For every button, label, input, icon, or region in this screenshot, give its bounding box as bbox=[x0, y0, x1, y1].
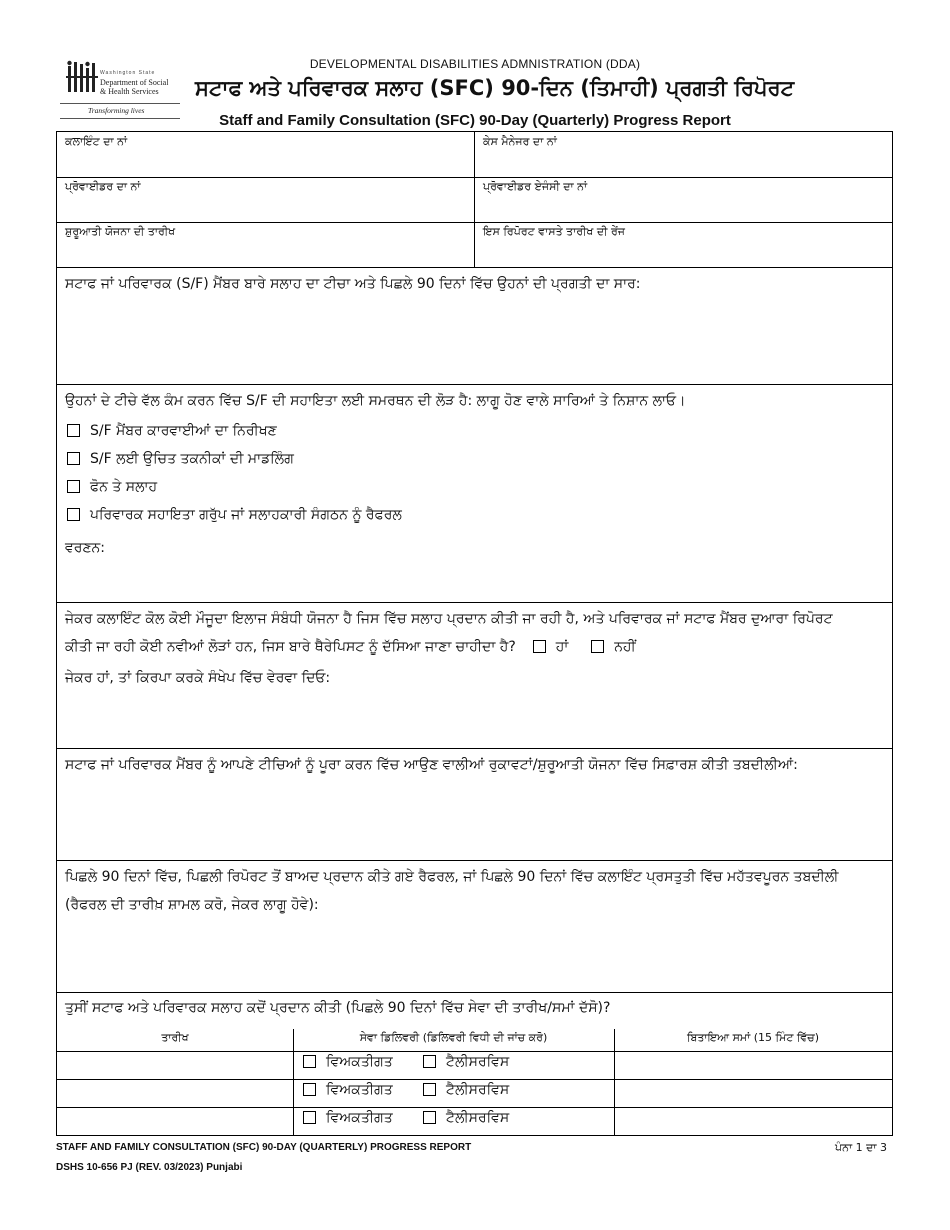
teleservice-option[interactable]: ਟੈਲੀਸਰਵਿਸ bbox=[423, 1082, 509, 1098]
yes-label: ਹਾਂ bbox=[555, 639, 569, 655]
no-label: ਨਹੀਂ bbox=[614, 639, 636, 655]
divider bbox=[57, 267, 892, 268]
support-option-phone-consultation[interactable]: ਫੋਨ ਤੇ ਸਲਾਹ bbox=[67, 479, 157, 495]
barriers-field[interactable]: ਸਟਾਫ ਜਾਂ ਪਰਿਵਾਰਕ ਮੈਂਬਰ ਨੂੰ ਆਪਣੇ ਟੀਚਿਆਂ ਨੂੰ ਪੂਰਾ ਕਰਨ ਵਿੱਚ ਆਉਣ ਵਾਲੀਆਂ ਰੁਕਾਵਟਾਂ/ਸ਼ੁਰੂਆਤੀ ਯੋਜਨਾ ਵਿੱਚ ਸਿਫ਼ਾਰਸ਼ ਕੀਤੀ ਤਬਦੀਲੀਆਂ: bbox=[65, 757, 798, 773]
in-person-option[interactable]: ਵਿਅਕਤੀਗਤ bbox=[303, 1054, 393, 1070]
divider bbox=[57, 1079, 892, 1080]
divider bbox=[57, 860, 892, 861]
teleservice-option[interactable]: ਟੈਲੀਸਰਵਿਸ bbox=[423, 1054, 509, 1070]
yes-checkbox[interactable] bbox=[533, 640, 546, 653]
column-header-date: ਤਾਰੀਖ bbox=[161, 1031, 189, 1044]
checkbox[interactable] bbox=[67, 480, 80, 493]
checkbox[interactable] bbox=[67, 452, 80, 465]
page-title-punjabi: ਸਟਾਫ ਅਤੇ ਪਰਿਵਾਰਕ ਸਲਾਹ (SFC) 90-ਦਿਨ (ਤਿਮਾਹੀ) ਪ੍ਰਗਤੀ ਰਿਪੋਰਟ bbox=[195, 76, 795, 100]
description-field[interactable]: ਵਰਣਨ: bbox=[65, 540, 106, 556]
progress-report-form bbox=[56, 131, 893, 1136]
provider-agency-name-field[interactable]: ਪ੍ਰੋਵਾਈਡਰ ਏਜੰਸੀ ਦਾ ਨਾਂ bbox=[483, 180, 588, 193]
page-title-english: Staff and Family Consultation (SFC) 90-Day (Quarterly) Progress Report bbox=[219, 112, 731, 129]
report-date-range-field[interactable]: ਇਸ ਰਿਪੋਰਟ ਵਾਸਤੇ ਤਾਰੀਖ ਦੀ ਰੇਂਜ bbox=[483, 225, 625, 238]
page-number: ਪੰਨਾ 1 ਦਾ 3 bbox=[835, 1141, 888, 1154]
support-option-observation[interactable]: S/F ਮੈਂਬਰ ਕਾਰਵਾਈਆਂ ਦਾ ਨਿਰੀਖਣ bbox=[67, 423, 277, 439]
checkbox[interactable] bbox=[423, 1111, 436, 1124]
org-tagline: Transforming lives bbox=[88, 106, 145, 115]
divider bbox=[57, 1107, 892, 1108]
service-dates-question: ਤੁਸੀਂ ਸਟਾਫ ਅਤੇ ਪਰਿਵਾਰਕ ਸਲਾਹ ਕਦੋਂ ਪ੍ਰਦਾਨ ਕੀਤੀ (ਪਿਛਲੇ 90 ਦਿਨਾਂ ਵਿੱਚ ਸੇਵਾ ਦੀ ਤਾਰੀਖ/ਸਮਾਂ ਦੱਸੋ)? bbox=[65, 1000, 611, 1016]
in-person-option[interactable]: ਵਿਅਕਤੀਗਤ bbox=[303, 1082, 393, 1098]
goal-summary-field[interactable]: ਸਟਾਫ ਜਾਂ ਪਰਿਵਾਰਕ (S/F) ਮੈਂਬਰ ਬਾਰੇ ਸਲਾਹ ਦਾ ਟੀਚਾ ਅਤੇ ਪਿਛਲੇ 90 ਦਿਨਾਂ ਵਿੱਚ ਉਹਨਾਂ ਦੀ ਪ੍ਰਗਤੀ ਦਾ ਸਾਰ: bbox=[65, 276, 641, 292]
checkbox[interactable] bbox=[303, 1111, 316, 1124]
divider bbox=[614, 1029, 615, 1136]
checkbox[interactable] bbox=[423, 1083, 436, 1096]
agency-name: DEVELOPMENTAL DISABILITIES ADMNISTRATION (DDA) bbox=[309, 57, 641, 71]
divider bbox=[293, 1029, 294, 1136]
org-state-label: Washington State bbox=[100, 70, 156, 76]
logo-divider bbox=[60, 103, 180, 104]
divider bbox=[57, 992, 892, 993]
org-name-line1: Department of Social bbox=[100, 78, 169, 87]
divider bbox=[57, 384, 892, 385]
checkbox[interactable] bbox=[303, 1083, 316, 1096]
checkbox[interactable] bbox=[67, 508, 80, 521]
in-person-option[interactable]: ਵਿਅਕਤੀਗਤ bbox=[303, 1110, 393, 1126]
treatment-plan-question-line2: ਕੀਤੀ ਜਾ ਰਹੀ ਕੋਈ ਨਵੀਆਂ ਲੋੜਾਂ ਹਨ, ਜਿਸ ਬਾਰੇ ਥੈਰੇਪਿਸਟ ਨੂੰ ਦੱਸਿਆ ਜਾਣਾ ਚਾਹੀਦਾ ਹੈ? ਹਾਂ ਨਹੀਂ bbox=[65, 639, 636, 655]
footer-form-title: STAFF AND FAMILY CONSULTATION (SFC) 90-DAY (QUARTERLY) PROGRESS REPORT bbox=[56, 1142, 472, 1153]
no-checkbox[interactable] bbox=[591, 640, 604, 653]
support-option-modeling[interactable]: S/F ਲਈ ਉਚਿਤ ਤਕਨੀਕਾਂ ਦੀ ਮਾਡਲਿੰਗ bbox=[67, 451, 294, 467]
checkbox[interactable] bbox=[423, 1055, 436, 1068]
support-needed-label: ਉਹਨਾਂ ਦੇ ਟੀਚੇ ਵੱਲ ਕੰਮ ਕਰਨ ਵਿੱਚ S/F ਦੀ ਸਹਾਇਤਾ ਲਈ ਸਮਰਥਨ ਦੀ ਲੋੜ ਹੈ: ਲਾਗੂ ਹੋਣ ਵਾਲੇ ਸਾਰਿਆਂ ਤੇ ਨਿਸ਼ਾਨ ਲਾਓ। bbox=[65, 393, 686, 409]
support-option-referral[interactable]: ਪਰਿਵਾਰਕ ਸਹਾਇਤਾ ਗਰੁੱਪ ਜਾਂ ਸਲਾਹਕਾਰੀ ਸੰਗਠਨ ਨੂੰ ਰੈਫਰਲ bbox=[67, 507, 402, 523]
divider bbox=[57, 602, 892, 603]
org-name-line2: & Health Services bbox=[100, 87, 159, 96]
column-header-service-delivery: ਸੇਵਾ ਡਿਲਿਵਰੀ (ਡਿਲਿਵਰੀ ਵਿਧੀ ਦੀ ਜਾਂਚ ਕਰੋ) bbox=[359, 1031, 548, 1044]
checkbox[interactable] bbox=[67, 424, 80, 437]
case-manager-name-field[interactable]: ਕੇਸ ਮੈਨੇਜਰ ਦਾ ਨਾਂ bbox=[483, 135, 557, 148]
client-name-field[interactable]: ਕਲਾਇੰਟ ਦਾ ਨਾਂ bbox=[65, 135, 128, 148]
referrals-question-line1: ਪਿਛਲੇ 90 ਦਿਨਾਂ ਵਿੱਚ, ਪਿਛਲੀ ਰਿਪੋਰਟ ਤੋਂ ਬਾਅਦ ਪ੍ਰਦਾਨ ਕੀਤੇ ਗਏ ਰੈਫਰਲ, ਜਾਂ ਪਿਛਲੇ 90 ਦਿਨਾਂ ਵਿੱਚ ਕਲਾਇੰਟ ਪ੍ਰਸਤੁਤੀ ਵਿੱਚ ਮਹੱਤਵਪੂਰਨ ਤਬਦੀਲੀ bbox=[65, 869, 839, 885]
divider bbox=[57, 748, 892, 749]
checkbox[interactable] bbox=[303, 1055, 316, 1068]
treatment-plan-question-line1: ਜੇਕਰ ਕਲਾਇੰਟ ਕੋਲ ਕੋਈ ਮੌਜੂਦਾ ਇਲਾਜ ਸੰਬੰਧੀ ਯੋਜਨਾ ਹੈ ਜਿਸ ਵਿੱਚ ਸਲਾਹ ਪ੍ਰਦਾਨ ਕੀਤੀ ਜਾ ਰਹੀ ਹੈ, ਅਤੇ ਪਰਿਵਾਰਕ ਜਾਂ ਸਟਾਫ ਮੈਂਬਰ ਦੁਆਰਾ ਰਿਪੋਰਟ bbox=[65, 611, 833, 627]
teleservice-option[interactable]: ਟੈਲੀਸਰਵਿਸ bbox=[423, 1110, 509, 1126]
footer-form-number: DSHS 10-656 PJ (REV. 03/2023) Punjabi bbox=[56, 1162, 243, 1173]
provider-name-field[interactable]: ਪ੍ਰੋਵਾਈਡਰ ਦਾ ਨਾਂ bbox=[65, 180, 141, 193]
divider bbox=[57, 1051, 892, 1052]
column-header-time-spent: ਬਿਤਾਇਆ ਸਮਾਂ (15 ਮਿੰਟ ਵਿੱਚ) bbox=[686, 1031, 820, 1044]
initial-plan-date-field[interactable]: ਸ਼ੁਰੂਆਤੀ ਯੋਜਨਾ ਦੀ ਤਾਰੀਖ bbox=[65, 225, 176, 238]
referrals-field[interactable]: (ਰੈਫਰਲ ਦੀ ਤਾਰੀਖ਼ ਸ਼ਾਮਲ ਕਰੋ, ਜੇਕਰ ਲਾਗੂ ਹੋਵੇ): bbox=[65, 897, 319, 913]
if-yes-details-field[interactable]: ਜੇਕਰ ਹਾਂ, ਤਾਂ ਕਿਰਪਾ ਕਰਕੇ ਸੰਖੇਪ ਵਿੱਚ ਵੇਰਵਾ ਦਿਓ: bbox=[65, 670, 331, 686]
divider bbox=[474, 132, 475, 267]
